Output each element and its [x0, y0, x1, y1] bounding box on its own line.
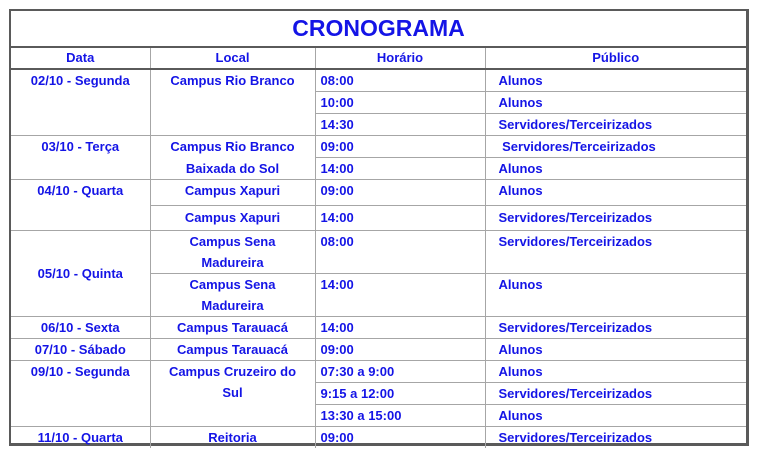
table-row	[11, 69, 746, 92]
audience-cell: Servidores/Terceirizados	[485, 427, 746, 449]
table-row	[11, 180, 746, 206]
local-line: Campus Sena	[189, 277, 276, 292]
page-title: CRONOGRAMA	[11, 11, 746, 48]
header-horario: Horário	[315, 48, 485, 69]
audience-cell: Servidores/Terceirizados	[485, 206, 746, 231]
date-cell: 02/10 - Segunda	[11, 69, 150, 136]
header-data: Data	[11, 48, 150, 69]
table-row	[11, 427, 746, 449]
local-cell: Baixada do Sol	[150, 158, 315, 180]
local-cell: Campus Xapuri	[150, 206, 315, 231]
audience-cell: Alunos	[485, 158, 746, 180]
local-cell: Campus Rio Branco	[150, 69, 315, 136]
date-cell: 11/10 - Quarta	[11, 427, 150, 449]
time-cell: 10:00	[315, 92, 485, 114]
local-cell	[150, 361, 315, 427]
time-cell: 09:00	[315, 136, 485, 158]
date-cell: 06/10 - Sexta	[11, 317, 150, 339]
audience-cell: Servidores/Terceirizados	[485, 383, 746, 405]
time-cell: 08:00	[315, 69, 485, 92]
schedule-table	[11, 48, 746, 448]
table-row	[11, 339, 746, 361]
time-cell: 09:00	[315, 427, 485, 449]
time-cell: 08:00	[315, 231, 485, 274]
local-line: Madureira	[201, 255, 264, 270]
local-cell: Campus Tarauacá	[150, 317, 315, 339]
header-local: Local	[150, 48, 315, 69]
time-cell: 09:00	[315, 180, 485, 206]
date-cell: 07/10 - Sábado	[11, 339, 150, 361]
audience-cell: Alunos	[485, 69, 746, 92]
time-cell: 14:00	[315, 206, 485, 231]
table-row	[11, 361, 746, 383]
audience-cell: Alunos	[485, 405, 746, 427]
time-cell: 14:30	[315, 114, 485, 136]
audience-cell: Servidores/Terceirizados	[485, 317, 746, 339]
time-cell: 13:30 a 15:00	[315, 405, 485, 427]
audience-cell: Servidores/Terceirizados	[485, 114, 746, 136]
table-header-row	[11, 48, 746, 69]
time-cell: 9:15 a 12:00	[315, 383, 485, 405]
table-row	[11, 136, 746, 158]
local-cell: Reitoria	[150, 427, 315, 449]
date-cell: 03/10 - Terça	[11, 136, 150, 180]
time-cell: 14:00	[315, 274, 485, 317]
time-cell: 07:30 a 9:00	[315, 361, 485, 383]
local-line: Madureira	[201, 298, 264, 313]
audience-cell: Servidores/Terceirizados	[485, 136, 746, 158]
audience-cell: Alunos	[485, 361, 746, 383]
schedule-table-frame	[9, 9, 749, 446]
local-line: Campus Cruzeiro do	[168, 364, 297, 379]
time-cell: 14:00	[315, 317, 485, 339]
time-cell: 09:00	[315, 339, 485, 361]
audience-cell: Alunos	[485, 339, 746, 361]
local-cell: Campus Rio Branco	[150, 136, 315, 158]
audience-cell: Alunos	[485, 274, 746, 317]
local-cell	[150, 231, 315, 274]
audience-cell: Servidores/Terceirizados	[485, 231, 746, 274]
local-line: Sul	[222, 385, 243, 400]
local-cell	[150, 274, 315, 317]
local-cell: Campus Tarauacá	[150, 339, 315, 361]
local-line: Campus Sena	[189, 234, 276, 249]
time-cell: 14:00	[315, 158, 485, 180]
audience-cell: Alunos	[485, 180, 746, 206]
date-cell: 05/10 - Quinta	[11, 231, 150, 317]
header-publico: Público	[485, 48, 746, 69]
date-cell: 04/10 - Quarta	[11, 180, 150, 231]
table-row	[11, 231, 746, 274]
table-row	[11, 317, 746, 339]
audience-cell: Alunos	[485, 92, 746, 114]
date-cell: 09/10 - Segunda	[11, 361, 150, 427]
local-cell: Campus Xapuri	[150, 180, 315, 206]
